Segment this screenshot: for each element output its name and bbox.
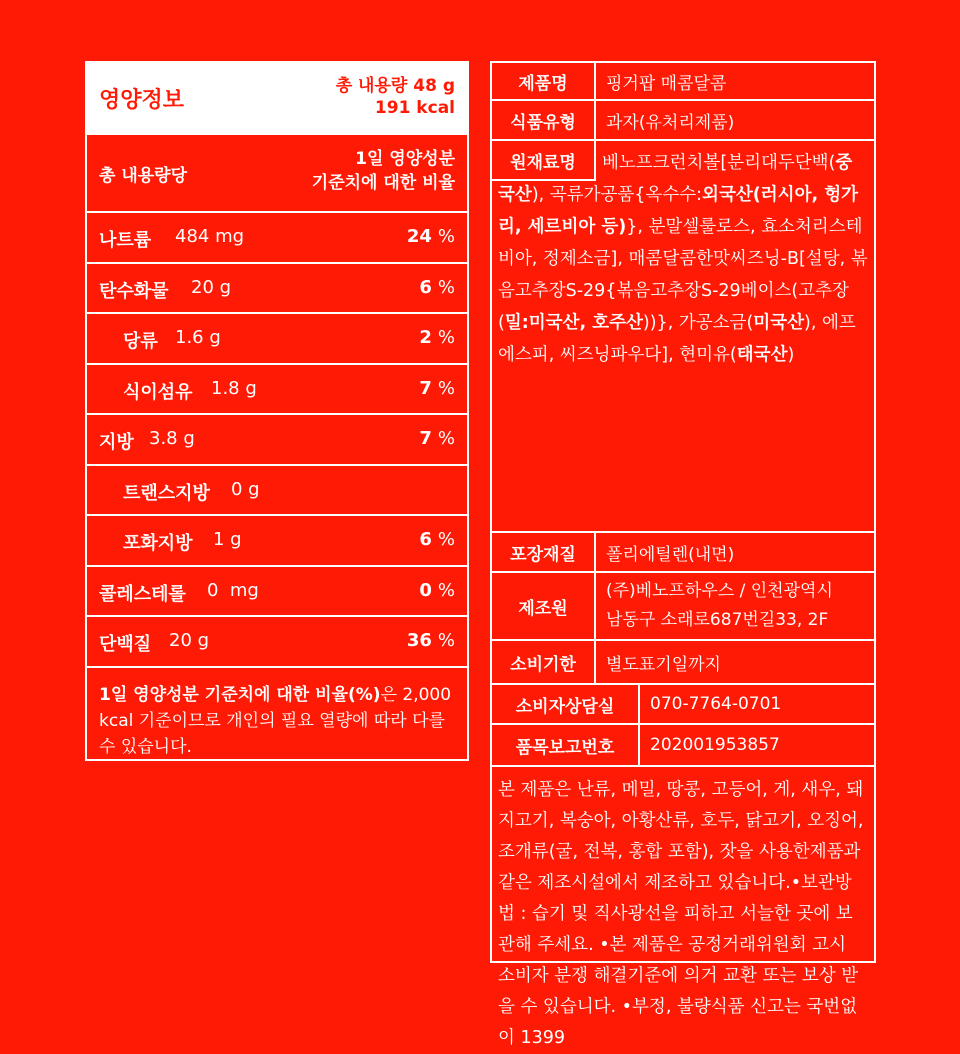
nutrient-percent [419,327,455,348]
nutrient-percent [407,630,455,651]
nutrient-value: 3.8 g [149,428,195,449]
percent-unit: % [437,327,455,348]
ingredients-part: }, 분말셀룰로스, 효소처리스테비아, 정제소금], 매콤달콤한맛씨즈닝-B[설탕, 볶음고추장S-29{볶음고추장S-29베이스(고추장( [498,217,868,333]
value-ingredients [498,147,868,371]
nutrient-row-sugars [87,314,467,365]
percent-unit: % [437,579,455,601]
nutrient-row-fiber [87,365,467,416]
label-food-type: 식품유형 [492,101,596,139]
total-calories: 191 kcal [374,98,455,118]
label-product-name: 제품명 [492,63,596,99]
percent-unit: % [437,377,455,399]
percent-number: 36 [406,630,432,651]
per-total-label: 총 내용량당 [99,166,188,186]
label-ingredients: 원재료명 [492,141,596,181]
nutrient-percent [419,277,455,298]
percent-number: 0 [419,579,432,601]
value-product-name: 핑거팝 매콤달콤 [606,73,727,94]
nutrient-value: 0 mg [207,579,259,601]
nutrition-footnote [87,668,467,774]
nutrient-percent [419,580,455,601]
nutrient-name: 탄수화물 [99,280,169,302]
label-consumer-center: 소비자상담실 [492,685,640,723]
nutrient-name: 단백질 [99,634,152,655]
row-consumer-center [492,685,874,725]
ingredients-part: 베노프크런치볼[분리대두단백 [602,153,829,173]
value-report-number: 202001953857 [650,735,780,755]
ingredients-origin: 중국산 [498,153,853,205]
nutrient-percent [419,428,455,449]
row-product-name [492,63,874,101]
value-consumer-center: 070-7764-0701 [650,694,782,714]
manufacturer-line2: 남동구 소래로687번길33, 2F [606,610,829,630]
nutrient-value: 484 mg [175,226,245,247]
total-content [336,75,455,119]
percent-number: 6 [419,276,432,298]
nutrient-name: 당류 [123,331,158,352]
row-packaging [492,533,874,573]
ingredients-part: ), 에프에스피, 씨즈닝파우다], 현미유( [498,313,856,365]
nutrient-name: 나트륨 [99,230,152,251]
value-packaging: 폴리에틸렌(내면) [606,544,735,565]
daily-value-line2: 기준치에 대한 비율 [311,173,455,193]
nutrition-header [87,63,467,135]
total-weight: 총 내용량 48 g [335,76,455,96]
nutrient-row-trans-fat [87,466,467,517]
nutrient-row-protein [87,617,467,668]
nutrient-name: 포화지방 [123,533,193,554]
nutrient-percent [407,226,455,247]
row-food-type [492,101,874,141]
value-manufacturer [596,573,833,639]
nutrient-row-saturated-fat [87,516,467,567]
ingredients-part: ))}, 가공소금( [642,313,754,333]
label-report-number: 품목보고번호 [492,725,640,765]
value-food-type: 과자(유처리제품) [606,112,735,133]
percent-number: 6 [419,529,432,550]
row-expiry [492,641,874,685]
product-info-box [490,61,876,1048]
label-manufacturer: 제조원 [492,573,596,639]
allergy-notice: 본 제품은 난류, 메밀, 땅콩, 고등어, 게, 새우, 돼지고기, 복숭아, 아황산류, 호두, 닭고기, 오징어, 조개류(굴, 전복, 홍합 포함), 잣을 사용한제품과 같은 제조시설에서 제조하고 있습니다.•보관방법 : 습기 및 직사광선을 피하고 서늘한 곳에 보관해 주세요. •본 제품은 공정거래위원회 고시 소비자 분쟁 해결기준에 의거 교환 또는 보상 받을 수 있습니다. •부정, 불량식품 신고는 국번없이 1399 [498,780,864,1048]
nutrient-row-fat [87,415,467,466]
nutrient-value: 20 g [169,630,210,651]
value-expiry: 별도표기일까지 [606,654,721,675]
nutrition-subheader [87,135,467,213]
daily-value-label [312,147,455,195]
percent-number: 7 [419,428,432,449]
nutrition-title: 영양정보 [99,88,185,113]
nutrient-name: 식이섬유 [123,381,193,403]
ingredients-origin: 미국산 [753,313,804,333]
nutrient-row-carbohydrate [87,264,467,315]
ingredients-origin: 밀:미국산, 호주산 [504,313,643,333]
percent-unit: % [437,630,455,651]
percent-unit: % [437,226,455,247]
nutrient-name: 지방 [99,432,134,453]
ingredients-origin: 외국산(러시아, 헝가리, 세르비아 등) [498,185,859,237]
nutrient-percent [419,529,455,550]
footnote-bold: 1일 영양성분 기준치에 대한 비율(%) [99,684,381,705]
percent-number: 7 [419,377,432,399]
nutrient-name: 트랜스지방 [123,482,210,504]
percent-unit: % [437,276,455,298]
manufacturer-line1: (주)베노프하우스 / 인천광역시 [606,581,833,601]
daily-value-line1: 1일 영양성분 [355,149,455,169]
row-manufacturer [492,573,874,641]
label-packaging: 포장재질 [492,533,596,571]
percent-unit: % [437,529,455,550]
nutrient-value: 1.6 g [175,327,221,348]
row-report-number [492,725,874,767]
percent-number: 2 [419,327,432,348]
nutrient-value: 20 g [191,276,232,298]
nutrition-facts-box [85,61,469,761]
percent-number: 24 [406,226,432,247]
nutrient-row-cholesterol [87,567,467,618]
nutrient-value: 1.8 g [211,377,257,399]
ingredients-part: ( [828,153,836,173]
nutrient-value: 0 g [231,478,260,500]
ingredients-part: ), 곡류가공품{옥수수: [531,185,703,205]
percent-unit: % [437,428,455,449]
label-expiry: 소비기한 [492,641,596,683]
nutrient-row-sodium [87,213,467,264]
nutrient-name: 콜레스테롤 [99,583,186,605]
nutrient-percent [419,378,455,399]
ingredients-part: ) [787,345,795,365]
nutrient-value: 1 g [213,529,242,550]
ingredients-origin: 태국산 [736,345,788,365]
footnote-text: 은 2,000 kcal 기준이므로 개인의 필요 열량에 따라 다를 수 있습니다. [99,684,452,757]
